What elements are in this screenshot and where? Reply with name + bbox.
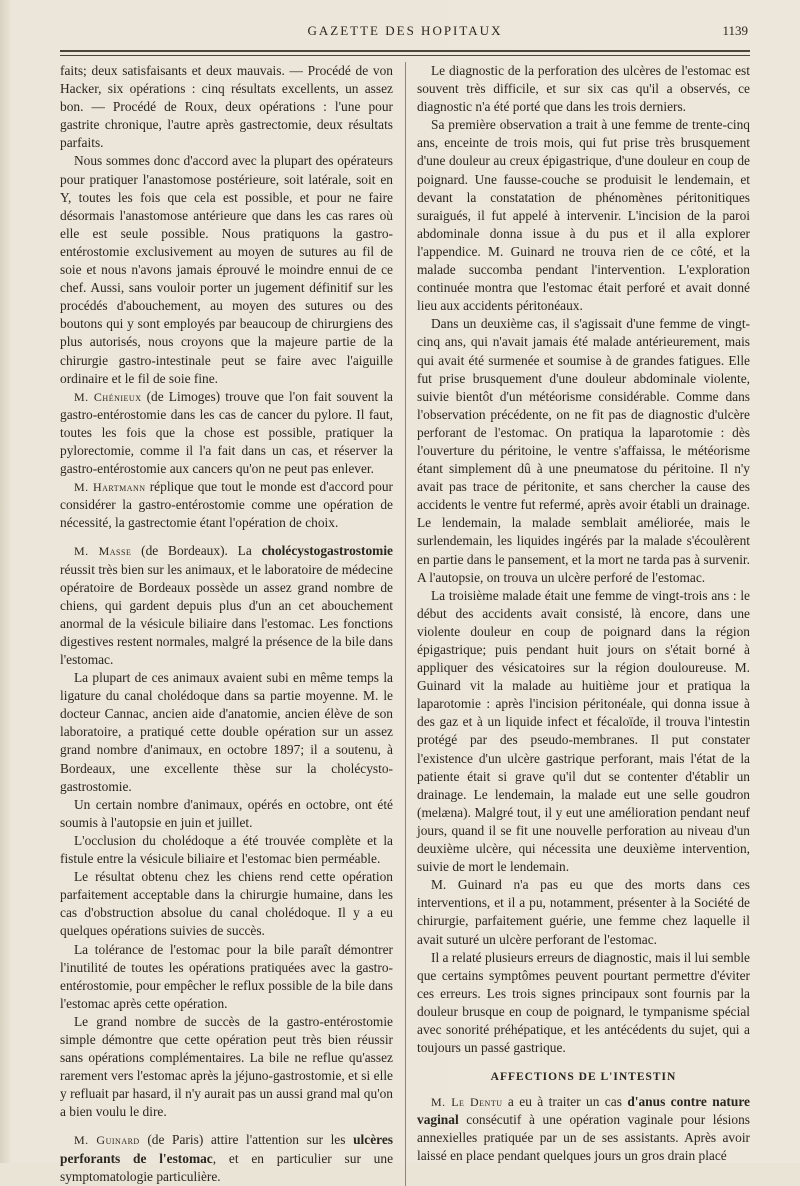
paragraph: La plupart de ces animaux avaient subi en même temps la ligature du canal cholédoque dans sa partie moyenne. M. le docteur Cannac, ancien aide d'anatomie, ancien élève de son laboratoire, a pratiqué cette double opération sur un assez grand nombre d'animaux, en octobre 1897; il a soutenu, à Bordeaux, une excellente thèse sur la cholécysto-gastrostomie.	[60, 670, 393, 794]
speaker-name: M. Masse	[74, 544, 132, 559]
page-number: 1139	[722, 23, 748, 38]
paragraph	[60, 1131, 393, 1185]
right-column	[417, 62, 750, 1186]
paragraph-text: réussit très bien sur les animaux, et le laboratoire de médecine opératoire de Bordeaux possède un assez grand nombre de chiens, qui gardent depuis plus d'un an cet abouchement anormal de la vésicule biliaire dans l'estomac. Les fonctions digestives restent normales, malgré la présence de la bile dans l'estomac.	[60, 561, 393, 667]
header-rule-thin	[60, 55, 750, 56]
paragraph: La troisième malade était une femme de vingt-trois ans : le début des accidents avait consisté, là encore, dans une violente douleur en coup de poignard dans la région épigastrique; puis pendant huit jours on s'était borné à appliquer des vésicatoires sur la région douloureuse. M. Guinard vit la malade au huitième jour et pratiqua la laparotomie : après l'incision péritonéale, qui donna issue à des gaz et à un liquide infect et fécaloïde, il trouva l'intestin protégé par des pseudo-membranes. Il put constater l'existence d'un ulcère gastrique perforant, mais l'état de la patiente était si grave qu'il dut se contenter d'établir un drainage. Le lendemain, la malade eut une selle goudron (melæna). Malgré tout, il y eut une amélioration pendant neuf jours, quand il se fit une nouvelle perforation au niveau d'un deuxième ulcère, qui nécessita une deuxième intervention, suivie de mort le lendemain.	[417, 587, 750, 875]
paragraph-text: réplique que tout le monde est d'accord pour considérer la gastro-entérostomie comme une opération de nécessité, la gastrectomie étant l'opération de choix.	[60, 479, 393, 531]
paragraph	[417, 1093, 750, 1165]
topic-bold: cholécystogastrostomie	[261, 543, 393, 559]
paragraph-text: a eu à traiter un cas	[502, 1094, 628, 1110]
paragraph	[60, 478, 393, 532]
paragraph-text: (de Bordeaux). La	[131, 543, 262, 559]
section-heading: AFFECTIONS DE L'INTESTIN	[490, 1071, 677, 1084]
paragraph: M. Guinard n'a pas eu que des morts dans ces interventions, et il a pu, notamment, présenter à la Société de chirurgie, parfaitement guérie, une femme chez laquelle il avait suturé un ulcère perforant de l'estomac.	[417, 877, 750, 947]
paragraph: L'occlusion du cholédoque a été trouvée complète et la fistule entre la vésicule biliaire et l'estomac bien perméable.	[60, 832, 393, 867]
page-header	[60, 18, 750, 44]
paragraph: Le diagnostic de la perforation des ulcères de l'estomac est souvent très difficile, et sur six cas qu'il a observés, ce diagnostic n'a été porté que dans les trois derniers.	[417, 63, 750, 115]
paragraph: Un certain nombre d'animaux, opérés en octobre, ont été soumis à l'autopsie en juin et juillet.	[60, 796, 393, 830]
paragraph-text: (de Limoges) trouve que l'on fait souvent la gastro-entérostomie dans les cas de cancer du pylore. Il faut, toutes les fois que la chose est possible, pratiquer la pylorectomie, comme il l'a fait dans un cas, et réserver la gastro-entérostomie aux cancers qu'on ne peut pas enlever.	[60, 388, 393, 477]
paragraph: Le résultat obtenu chez les chiens rend cette opération parfaitement acceptable dans la chirurgie humaine, dans les cas d'obstruction absolue du canal cholédoque. Il y a eu quelques opérations suivies de succès.	[60, 869, 393, 939]
speaker-name: M. Le Dentu	[431, 1095, 503, 1110]
paragraph: Sa première observation a trait à une femme de trente-cinq ans, enceinte de trois mois, qui fut prise très brusquement d'une douleur au creux épigastrique, d'une douleur en coup de poignard. Une fausse-couche se produisit le lendemain, et devant la constatation de phénomènes péritonitiques suraigués, il fut appelé à intervenir. L'incision de la paroi abdominale donna issue à du pus et il alla explorer l'appendice. M. Guinard ne trouva rien de ce côté, et la malade succomba pendant l'intervention. L'exploration continuée montra que l'estomac était perforé et avait donné lieu aux accidents péritonéaux.	[417, 117, 750, 314]
paragraph: Dans un deuxième cas, il s'agissait d'une femme de vingt-cinq ans, qui n'avait jamais été malade antérieurement, mais qui avait été surmenée et soumise à de grandes fatigues. Elle fut prise brusquement d'une douleur abdominale violente, suivie bientôt d'un météorisme considérable. Comme dans l'observation précédente, on ne fit pas de diagnostic d'ulcère perforant de l'estomac. On pratiqua la laparotomie : dès l'ouverture du péritoine, le ventre s'affaissa, le météorisme étant simplement dû à une pneumatose du péritoine. Il n'y avait pas trace de péritonite, et sans chercher la cause des accidents le ventre fut refermé, après avoir établi un drainage. Le lendemain, la malade semblait améliorée, mais le surlendemain, les liquides ingérés par la malade s'écoulèrent en partie dans le pansement, et la mort ne tarda pas à survenir. A l'autopsie, on trouva un ulcère perforé de l'estomac.	[417, 316, 750, 585]
left-column	[60, 62, 393, 1186]
paragraph-text: consécutif à une opération vaginale pour lésions annexielles pratiquée par un de ses assistants. Après avoir laissé en place pendant quelques jours un gros drain placé	[417, 1112, 750, 1164]
speaker-name: M. Guinard	[74, 1133, 140, 1148]
topic-bold: ulcères perforants de l'estomac	[60, 1132, 393, 1166]
paragraph-text: , et en particulier sur une symptomatologie particulière.	[60, 1150, 394, 1184]
paragraph-text: (de Paris) attire l'attention sur les	[139, 1132, 354, 1148]
paragraph	[60, 388, 393, 478]
text-columns	[60, 62, 750, 1186]
paragraph: Il a relaté plusieurs erreurs de diagnostic, mais il lui semble que certains symptômes peuvent pourtant permettre d'éviter ces erreurs. Les trois signes principaux sont fournis par la douleur brusque en coup de poignard, le tympanisme spécial avec sonorité préhépatique, et les antécédents du sujet, qui a toujours un passé gastrique.	[417, 949, 750, 1056]
journal-title: GAZETTE DES HOPITAUX	[307, 23, 503, 38]
speaker-name: M. Hartmann	[74, 480, 146, 495]
paragraph: Nous sommes donc d'accord avec la plupart des opérateurs pour pratiquer l'anastomose postérieure, soit latérale, soit en Y, toutes les fois que cela est possible, et pour ne faire désormais l'anastomose antérieure que dans les cas rares où elle est seule possible. Nous pratiquons la gastro-entérostomie exclusivement au moyen de sutures au fil de soie et nous n'avons jamais éprouvé le moindre ennui de ce chef. Aussi, sans vouloir porter un jugement définitif sur les procédés d'abouchement, au moyen des sutures ou des boutons qui y sont employés par beaucoup de chirurgiens des plus autorisés, nous croyons que la majeure partie de la chirurgie gastro-intestinale peut se faire avec l'aiguille ordinaire et le fil de soie fine.	[60, 153, 393, 386]
paragraph: faits; deux satisfaisants et deux mauvais. — Procédé de von Hacker, six opérations : cinq résultats excellents, un assez bon. — Procédé de Roux, deux opérations : l'une pour gastrite chronique, l'autre après gastrectomie, deux résultats parfaits.	[60, 63, 393, 151]
topic-bold: d'anus contre nature vaginal	[417, 1094, 750, 1128]
speaker-name: M. Chénieux	[74, 389, 142, 404]
header-rule-thick	[60, 50, 750, 52]
paragraph: Le grand nombre de succès de la gastro-entérostomie simple démontre que cette opération peut très bien réussir sans opérations complémentaires. La bile ne reflue qu'assez rarement vers l'estomac après la jéjuno-gastrostomie, et si elle y refluait par hasard, il n'y aurait pas un aussi grand mal qu'on a bien voulu le dire.	[60, 1013, 393, 1120]
paragraph	[60, 542, 393, 669]
paragraph: La tolérance de l'estomac pour la bile paraît démontrer l'inutilité de toutes les opérations pratiquées avec la gastro-entérostomie, pour empêcher le reflux possible de la bile dans l'estomac après cette opération.	[60, 941, 393, 1011]
